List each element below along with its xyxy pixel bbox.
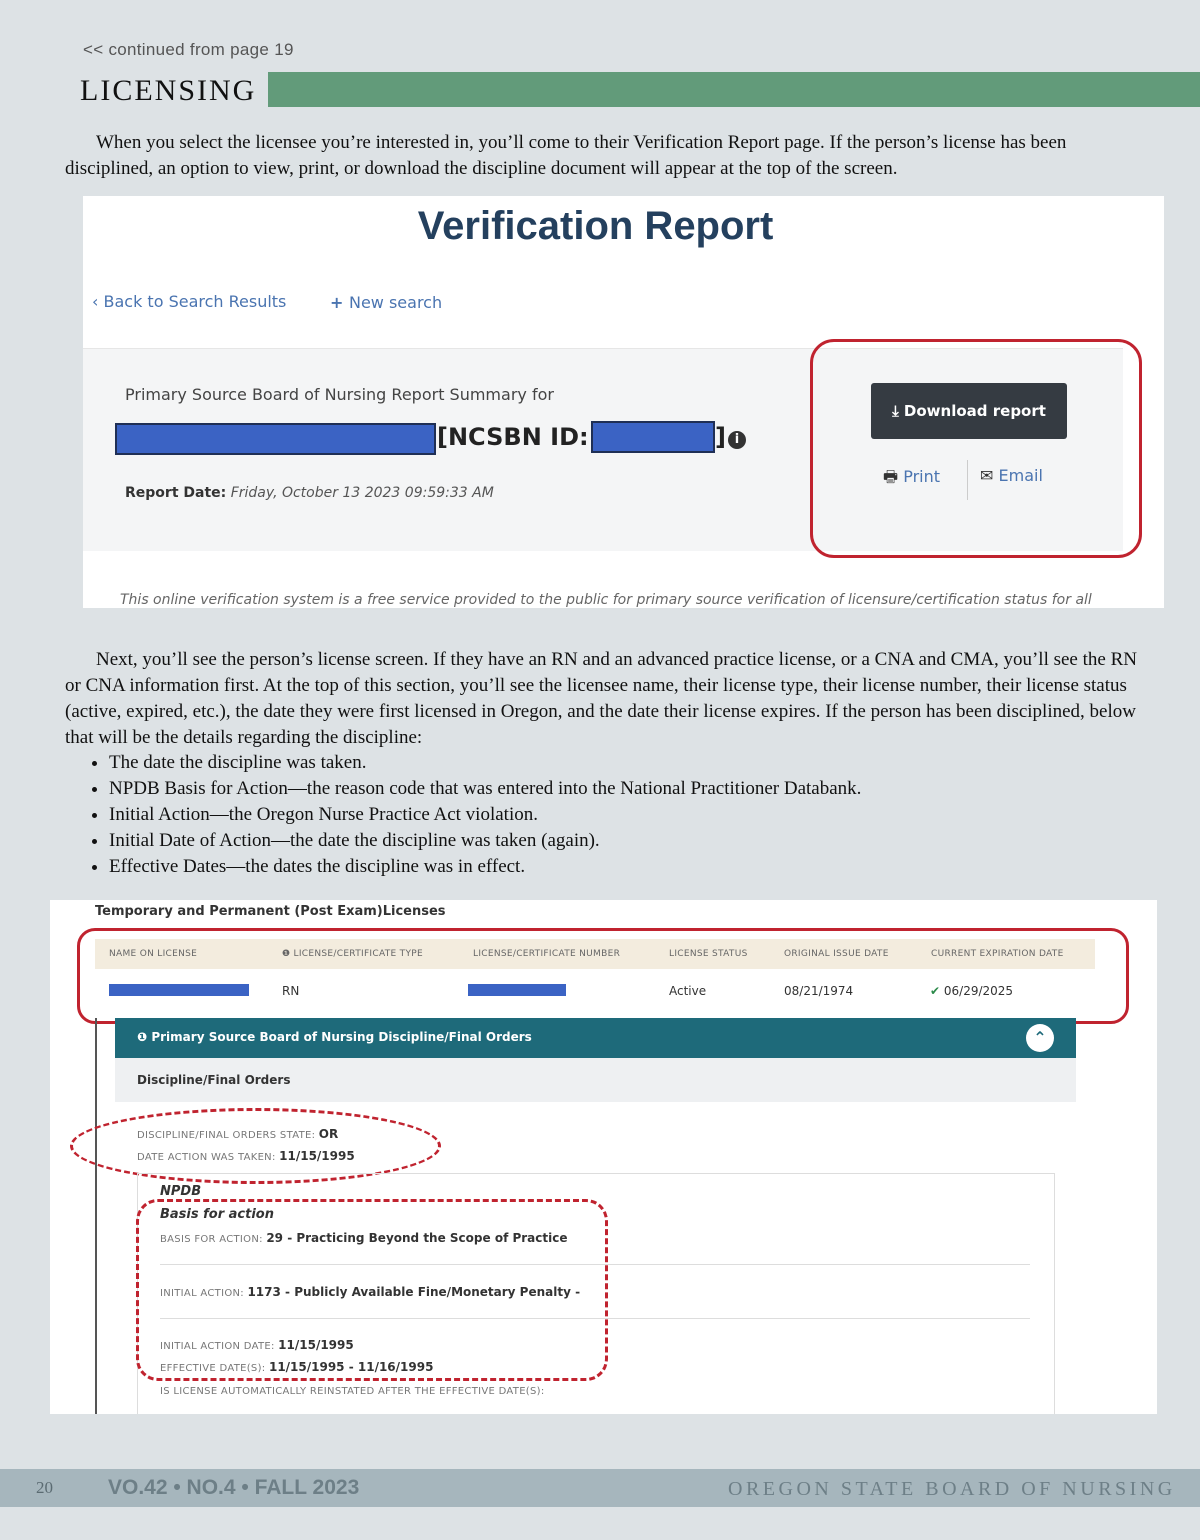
download-report-button[interactable]: ⤓ Download report — [871, 383, 1067, 439]
list-item: • Effective Dates—the dates the discipline was in effect. — [109, 854, 861, 880]
license-status-value: Active — [669, 984, 707, 998]
col-name-on-license: NAME ON LICENSE — [109, 949, 198, 959]
organization-name: OREGON STATE BOARD OF NURSING — [728, 1478, 1176, 1500]
envelope-icon: ✉ — [980, 466, 994, 485]
discipline-subheader: Discipline/Final Orders — [115, 1058, 1076, 1102]
basis-for-action-title: Basis for action — [160, 1207, 274, 1222]
expiration-date-value: ✔ 06/29/2025 — [930, 984, 1014, 998]
list-item: • Initial Date of Action—the date the discipline was taken (again). — [109, 828, 861, 854]
download-icon: ⤓ — [892, 402, 904, 420]
print-link[interactable]: 🖶 Print — [883, 467, 941, 486]
verification-report-title: Verification Report — [417, 204, 774, 248]
section-title: LICENSING — [80, 74, 257, 107]
licenses-title: Temporary and Permanent (Post Exam)Licenses — [95, 904, 446, 919]
summary-label: Primary Source Board of Nursing Report Summary for — [125, 385, 554, 404]
date-action-taken-field: DATE ACTION WAS TAKEN: 11/15/1995 — [137, 1149, 355, 1163]
highlight-box-license-row — [77, 928, 1129, 1024]
npdb-title: NPDB — [160, 1184, 202, 1199]
info-icon[interactable]: ❶ — [282, 949, 294, 959]
basis-for-action-field: BASIS FOR ACTION: 29 - Practicing Beyond the Scope of Practice — [160, 1231, 568, 1245]
redacted-name — [115, 423, 436, 455]
chevron-up-icon[interactable]: ⌃ — [1026, 1024, 1054, 1052]
highlight-box-download — [810, 339, 1142, 558]
highlight-box-npdb — [136, 1199, 608, 1381]
continued-note: << continued from page 19 — [83, 40, 294, 59]
discipline-state-field: DISCIPLINE/FINAL ORDERS STATE: OR — [137, 1127, 339, 1141]
printer-icon: 🖶 — [883, 467, 899, 486]
col-license-type: ❶ LICENSE/CERTIFICATE TYPE — [282, 949, 423, 959]
checkmark-icon: ✔ — [930, 984, 941, 998]
verification-report-screenshot — [83, 196, 1164, 608]
new-search-link[interactable]: + New search — [330, 293, 443, 312]
issue-date-value: 08/21/1974 — [784, 984, 854, 998]
left-rail — [95, 1018, 97, 1414]
license-screen-screenshot — [50, 900, 1157, 1414]
col-issue-date: ORIGINAL ISSUE DATE — [784, 949, 889, 959]
discipline-accordion-header[interactable]: ❶ Primary Source Board of Nursing Discipline/Final Orders ⌃ — [115, 1018, 1076, 1058]
intro-paragraph: When you select the licensee you’re interested in, you’ll come to their Verification Report page. If the person’s license has been disciplined, an option to view, print, or download the discipline document will appear at the top of the screen. — [65, 132, 1067, 179]
section-title-bar — [268, 72, 1200, 107]
list-item: • Initial Action—the Oregon Nurse Practice Act violation. — [109, 802, 861, 828]
bracket-close: ] — [715, 423, 726, 451]
col-license-number: LICENSE/CERTIFICATE NUMBER — [473, 949, 621, 959]
ncsbn-id-label: [NCSBN ID: — [437, 423, 589, 451]
license-type-value: RN — [282, 984, 300, 998]
effective-dates-field: EFFECTIVE DATE(S): 11/15/1995 - 11/16/1995 — [160, 1360, 434, 1374]
email-link[interactable]: ✉ Email — [980, 466, 1043, 485]
reinstated-field: IS LICENSE AUTOMATICALLY REINSTATED AFTER THE EFFECTIVE DATE(S): — [160, 1386, 545, 1397]
col-license-status: LICENSE STATUS — [669, 949, 748, 959]
list-item: • The date the discipline was taken. — [109, 750, 861, 776]
initial-action-field: INITIAL ACTION: 1173 - Publicly Available Fine/Monetary Penalty - — [160, 1285, 581, 1299]
col-expiration-date: CURRENT EXPIRATION DATE — [931, 949, 1064, 959]
list-item: • NPDB Basis for Action—the reason code that was entered into the National Practitioner Databank. — [109, 776, 861, 802]
info-icon: ❶ — [137, 1030, 152, 1044]
issue-volume: VO.42 • NO.4 • FALL 2023 — [108, 1476, 360, 1499]
plus-icon: + — [330, 293, 349, 312]
report-date: Report Date: Friday, October 13 2023 09:59:33 AM — [125, 485, 494, 501]
info-icon[interactable]: i — [728, 431, 746, 449]
discipline-details-list — [90, 750, 861, 880]
initial-action-date-field: INITIAL ACTION DATE: 11/15/1995 — [160, 1338, 354, 1352]
back-to-search-link[interactable]: ‹ Back to Search Results — [92, 292, 287, 311]
verification-disclaimer: This online verification system is a free service provided to the public for primary source verification of licensure/certification status for all — [120, 592, 1092, 608]
second-paragraph: Next, you’ll see the person’s license screen. If they have an RN and an advanced practice license, or a CNA and CMA, you’ll see the RN or CNA information first. At the top of this section, you’ll see the licensee name, their license type, their license number, their license status (active, expired, etc.), the date they were first licensed in Oregon, and the date their license expires. If the person has been disciplined, below that will be the details regarding the discipline: — [65, 649, 1137, 748]
page-number: 20 — [36, 1478, 53, 1497]
redacted-ncsbn-id — [591, 421, 715, 453]
chevron-left-icon: ‹ — [92, 292, 104, 311]
